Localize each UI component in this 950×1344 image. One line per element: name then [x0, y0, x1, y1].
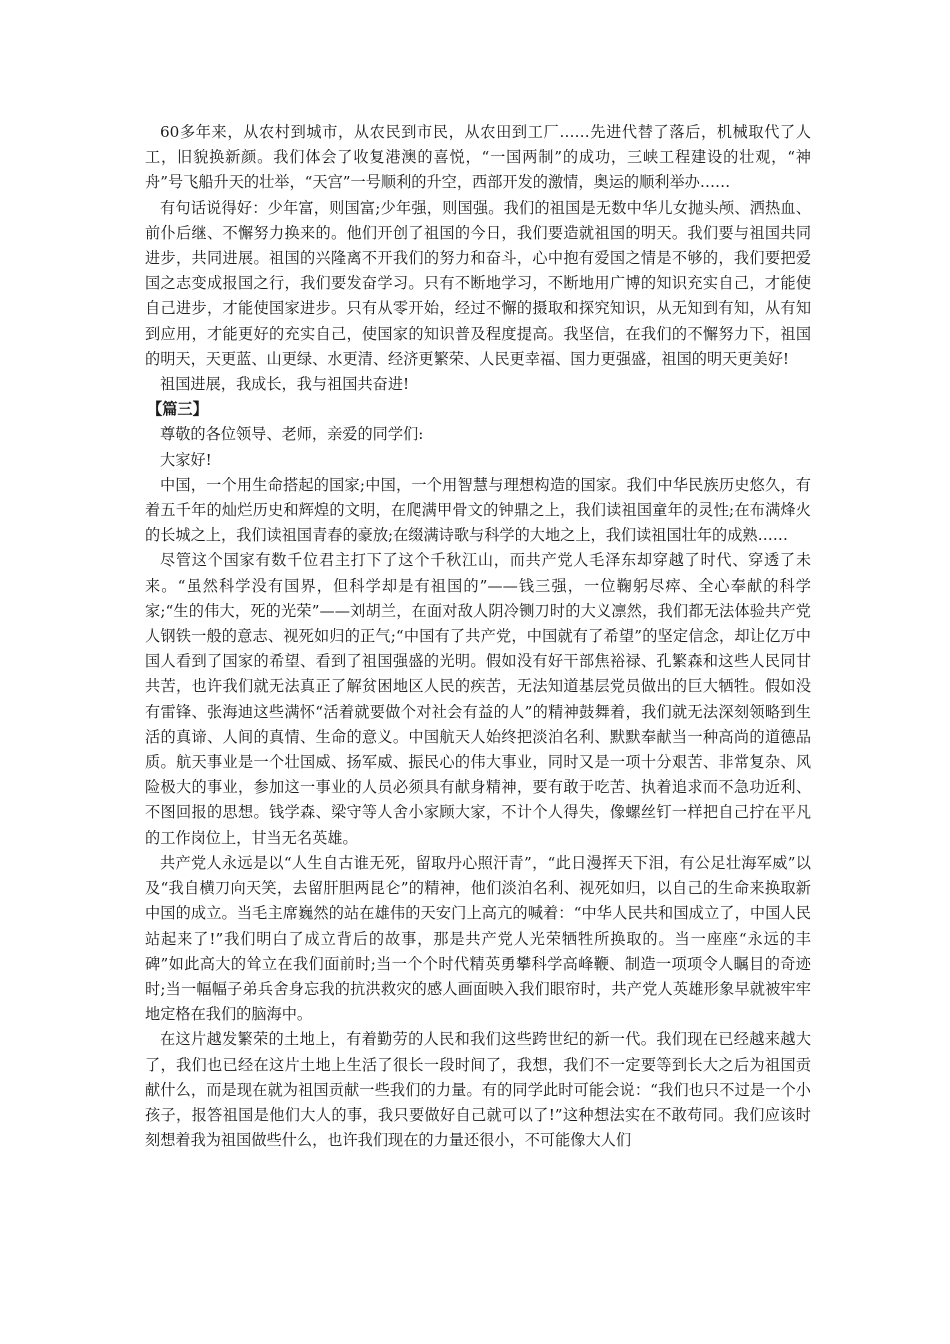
paragraph-heroes: 尽管这个国家有数千位君主打下了这个千秋江山，而共产党人毛泽东却穿越了时代、穿透了未来。“虽然科学没有国界，但科学却是有祖国的”——钱三强，一位鞠躬尽瘁、全心奉献的科学家;“生的伟大，死的光荣”——刘胡兰，在面对敌人阴冷铡刀时的大义凛然，我们都无法体验共产党人钢铁一般的意志、视死如归的正气;“中国有了共产党，中国就有了希望”的坚定信念，却让亿万中国人看到了国家的希望、看到了祖国强盛的光明。假如没有好干部焦裕禄、孔繁森和这些人民同甘共苦，也许我们就无法真正了解贫困地区人民的疾苦，无法知道基层党员做出的巨大牺牲。假如没有雷锋、张海迪这些满怀“活着就要做个对社会有益的人”的精神鼓舞着，我们就无法深刻领略到生活的真谛、人间的真情、生命的意义。中国航天人始终把淡泊名利、默默奉献当一种高尚的道德品质。航天事业是一个壮国威、扬军威、振民心的伟大事业，同时又是一项十分艰苦、非常复杂、风险极大的事业，参加这一事业的人员必须具有献身精神，要有敢于吃苦、执着追求而不急功近利、不图回报的思想。钱学森、梁守等人舍小家顾大家，不计个人得失，像螺丝钉一样把自己拧在平凡的工作岗位上，甘当无名英雄。: [145, 551, 811, 847]
paragraph-progress: 60多年来，从农村到城市，从农民到市民，从农田到工厂……先进代替了落后，机械取代了人工，旧貌换新颜。我们体会了收复港澳的喜悦，“一国两制”的成功，三峡工程建设的壮观，“神舟”号飞船升天的壮举，“天宫”一号顺利的升空，西部开发的激情，奥运的顺利举办……: [145, 123, 811, 192]
section-heading: 【篇三】: [147, 400, 208, 419]
paragraph-communists: 共产党人永远是以“人生自古谁无死，留取丹心照汗青”，“此日漫挥天下泪，有公足壮海军威”以及“我自横刀向天笑，去留肝胆两昆仑”的精神，他们淡泊名利、视死如归，以自己的生命来换取新中国的成立。当毛主席巍然的站在雄伟的天安门上高亢的喊着：“中华人民共和国成立了，中国人民站起来了!”我们明白了成立背后的故事，那是共产党人光荣牺牲所换取的。当一座座“永远的丰碑”如此高大的耸立在我们面前时;当一个个时代精英勇攀科学高峰鞭、制造一项项令人瞩目的奇迹时;当一幅幅子弟兵舍身忘我的抗洪救灾的感人画面映入我们眼帘时，共产党人英雄形象早就被牢牢地定格在我们的脑海中。: [145, 853, 811, 1024]
greeting-line: 尊敬的各位领导、老师，亲爱的同学们:: [160, 425, 424, 444]
document-body: [145, 120, 811, 1153]
paragraph-slogan: 祖国进展，我成长，我与祖国共奋进!: [160, 375, 410, 394]
paragraph-china: 中国，一个用生命搭起的国家;中国，一个用智慧与理想构造的国家。我们中华民族历史悠久，有着五千年的灿烂历史和辉煌的文明，在爬满甲骨文的钟鼎之上，我们读祖国童年的灵性;在布满烽火的长城之上，我们读祖国青春的豪放;在缀满诗歌与科学的大地之上，我们读祖国壮年的成熟……: [145, 475, 811, 545]
hello-line: 大家好!: [160, 450, 212, 469]
paragraph-new-generation: 在这片越发繁荣的土地上，有着勤劳的人民和我们这些跨世纪的新一代。我们现在已经越来越大了，我们也已经在这片土地上生活了很长一段时间了，我想，我们不一定要等到长大之后为祖国贡献什么，而是现在就为祖国贡献一些我们的力量。有的同学此时可能会说：“我们也只不过是一个小孩子，报答祖国是他们大人的事，我只要做好自己就可以了!”这种想法实在不敢苟同。我们应该时刻想着我为祖国做些什么，也许我们现在的力量还很小，不可能像大人们: [145, 1030, 811, 1150]
paragraph-youth-strong: 有句话说得好：少年富，则国富;少年强，则国强。我们的祖国是无数中华儿女抛头颅、洒热血、前仆后继、不懈努力换来的。他们开创了祖国的今日，我们要造就祖国的明天。我们要与祖国共同进步，共同进展。祖国的兴隆离不开我们的努力和奋斗，心中抱有爱国之情是不够的，我们要把爱国之志变成报国之行，我们要发奋学习。只有不断地学习，不断地用广博的知识充实自己，才能使自己进步，才能使国家进步。只有从零开始，经过不懈的摄取和探究知识，从无知到有知，从有知到应用，才能更好的充实自己，使国家的知识普及程度提高。我坚信，在我们的不懈努力下，祖国的明天，天更蓝、山更绿、水更清、经济更繁荣、人民更幸福、国力更强盛，祖国的明天更美好!: [145, 198, 811, 368]
